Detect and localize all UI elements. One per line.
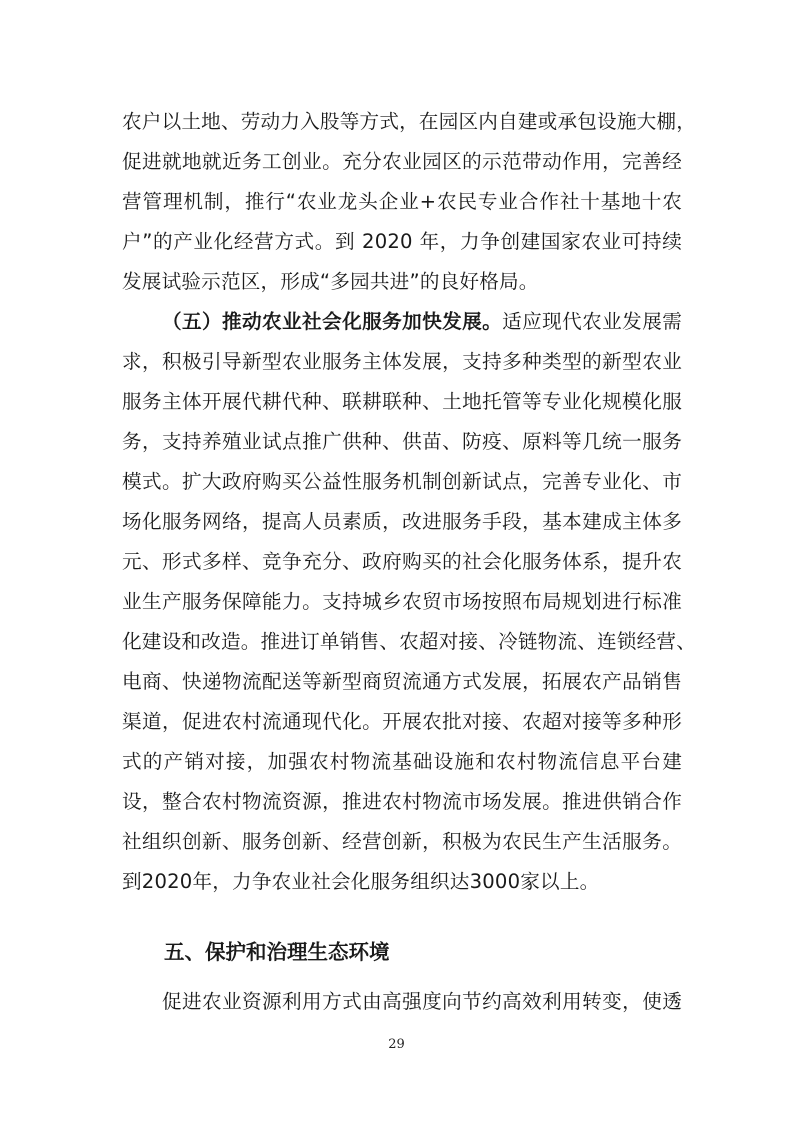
paragraph-1-line-1: 农户以土地、劳动力入股等方式，在园区内自建或承包设施大棚， — [122, 110, 697, 133]
paragraph-1-line-4: 户”的产业化经营方式。到 2020 年，力争创建国家农业可持续 — [122, 230, 682, 253]
paragraph-2-line-8: 业生产服务保障能力。支持城乡农贸市场按照布局规划进行标准 — [122, 590, 682, 613]
paragraph-3-line-1: 促进农业资源利用方式由高强度向节约高效利用转变，使透 — [162, 990, 682, 1013]
paragraph-2-line-12: 式的产销对接，加强农村物流基础设施和农村物流信息平台建 — [122, 750, 682, 773]
paragraph-2-line-5: 模式。扩大政府购买公益性服务机制创新试点，完善专业化、市 — [122, 470, 682, 493]
paragraph-1-line-5: 发展试验示范区，形成“多园共进”的良好格局。 — [122, 270, 539, 293]
paragraph-2-line-3: 服务主体开展代耕代种、联耕联种、土地托管等专业化规模化服 — [122, 390, 682, 413]
paragraph-2-line-14: 社组织创新、服务创新、经营创新，积极为农民生产生活服务。 — [122, 830, 682, 853]
paragraph-2-line-13: 设，整合农村物流资源，推进农村物流市场发展。推进供销合作 — [122, 790, 682, 813]
page-number: 29 — [388, 1037, 405, 1052]
paragraph-2-lead-heading: （五）推动农业社会化服务加快发展。 — [162, 310, 503, 333]
paragraph-2-line-9: 化建设和改造。推进订单销售、农超对接、冷链物流、连锁经营、 — [122, 630, 697, 653]
paragraph-2-line-2: 求，积极引导新型农业服务主体发展，支持多种类型的新型农业 — [122, 350, 682, 373]
paragraph-1-line-3: 营管理机制，推行“农业龙头企业+农民专业合作社十基地十农 — [122, 190, 682, 213]
paragraph-2-line-10: 电商、快递物流配送等新型商贸流通方式发展，拓展农产品销售 — [122, 670, 682, 693]
paragraph-2-line-7: 元、形式多样、竞争充分、政府购买的社会化服务体系，提升农 — [122, 550, 682, 573]
paragraph-2-line-11: 渠道，促进农村流通现代化。开展农批对接、农超对接等多种形 — [122, 710, 682, 733]
paragraph-1-line-2: 促进就地就近务工创业。充分农业园区的示范带动作用，完善经 — [122, 150, 682, 173]
section-heading: 五、保护和治理生态环境 — [164, 940, 390, 964]
paragraph-2-line-6: 场化服务网络，提高人员素质，改进服务手段，基本建成主体多 — [122, 510, 682, 533]
paragraph-2-line-1 — [162, 302, 682, 342]
paragraph-2-line-15: 到2020年，力争农业社会化服务组织达3000家以上。 — [122, 870, 600, 893]
paragraph-2-first-line-text: 适应现代农业发展需 — [502, 310, 682, 333]
paragraph-2-line-4: 务，支持养殖业试点推广供种、供苗、防疫、原料等几统一服务 — [122, 430, 682, 453]
